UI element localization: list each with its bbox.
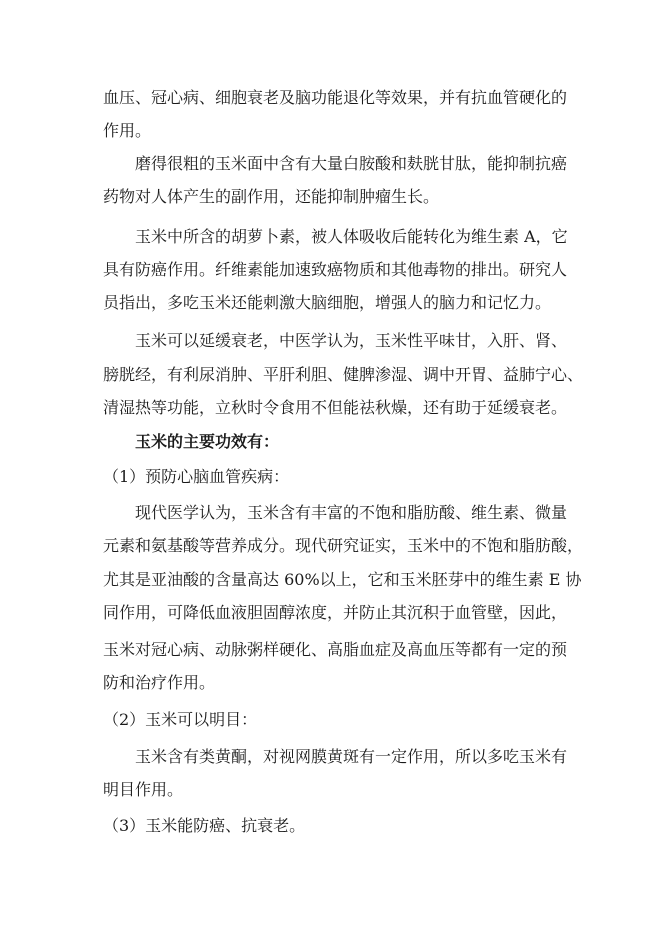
paragraph-line: 作用。 [103,121,152,140]
paragraph-line: 药物对人体产生的副作用，还能抑制肿瘤生长。 [103,187,440,206]
paragraph-line: 玉米含有类黄酮，对视网膜黄斑有一定作用，所以多吃玉米有 [135,747,568,766]
paragraph-line: 清湿热等功能，立秋时令食用不但能祛秋燥，还有助于延缓衰老。 [103,398,568,417]
paragraph-line: 元素和氨基酸等营养成分。现代研究证实，玉米中的不饱和脂肪酸， [103,536,584,555]
paragraph-line: 现代医学认为，玉米含有丰富的不饱和脂肪酸、维生素、微量 [135,503,568,522]
paragraph-line: 员指出，多吃玉米还能刺激大脑细胞，增强人的脑力和记忆力。 [103,293,552,312]
numbered-item: （3）玉米能防癌、抗衰老。 [103,816,306,835]
numbered-item: （2）玉米可以明目： [103,710,258,729]
paragraph-line: 血压、冠心病、细胞衰老及脑功能退化等效果，并有抗血管硬化的 [103,88,568,107]
paragraph-line: 明目作用。 [103,780,184,799]
paragraph-line: 磨得很粗的玉米面中含有大量白胺酸和麸胱甘肽，能抑制抗癌 [135,154,568,173]
section-heading: 玉米的主要功效有： [135,432,280,451]
paragraph-line: 同作用，可降低血液胆固醇浓度，并防止其沉积于血管壁，因此， [103,603,568,622]
paragraph-line: 玉米对冠心病、动脉粥样硬化、高脂血症及高血压等都有一定的预 [103,640,568,659]
numbered-item: （1）预防心脑血管疾病： [103,467,290,486]
paragraph-line: 具有防癌作用。纤维素能加速致癌物质和其他毒物的排出。研究人 [103,260,568,279]
paragraph-line: 防和治疗作用。 [103,673,216,692]
paragraph-line: 玉米中所含的胡萝卜素，被人体吸收后能转化为维生素 A，它 [135,227,568,246]
paragraph-line: 玉米可以延缓衰老，中医学认为，玉米性平味甘，入肝、肾、 [135,331,568,350]
paragraph-line: 膀胱经，有利尿消肿、平肝利胆、健脾渗湿、调中开胃、益肺宁心、 [103,365,584,384]
paragraph-line: 尤其是亚油酸的含量高达 60%以上，它和玉米胚芽中的维生素 E 协 [103,570,582,589]
